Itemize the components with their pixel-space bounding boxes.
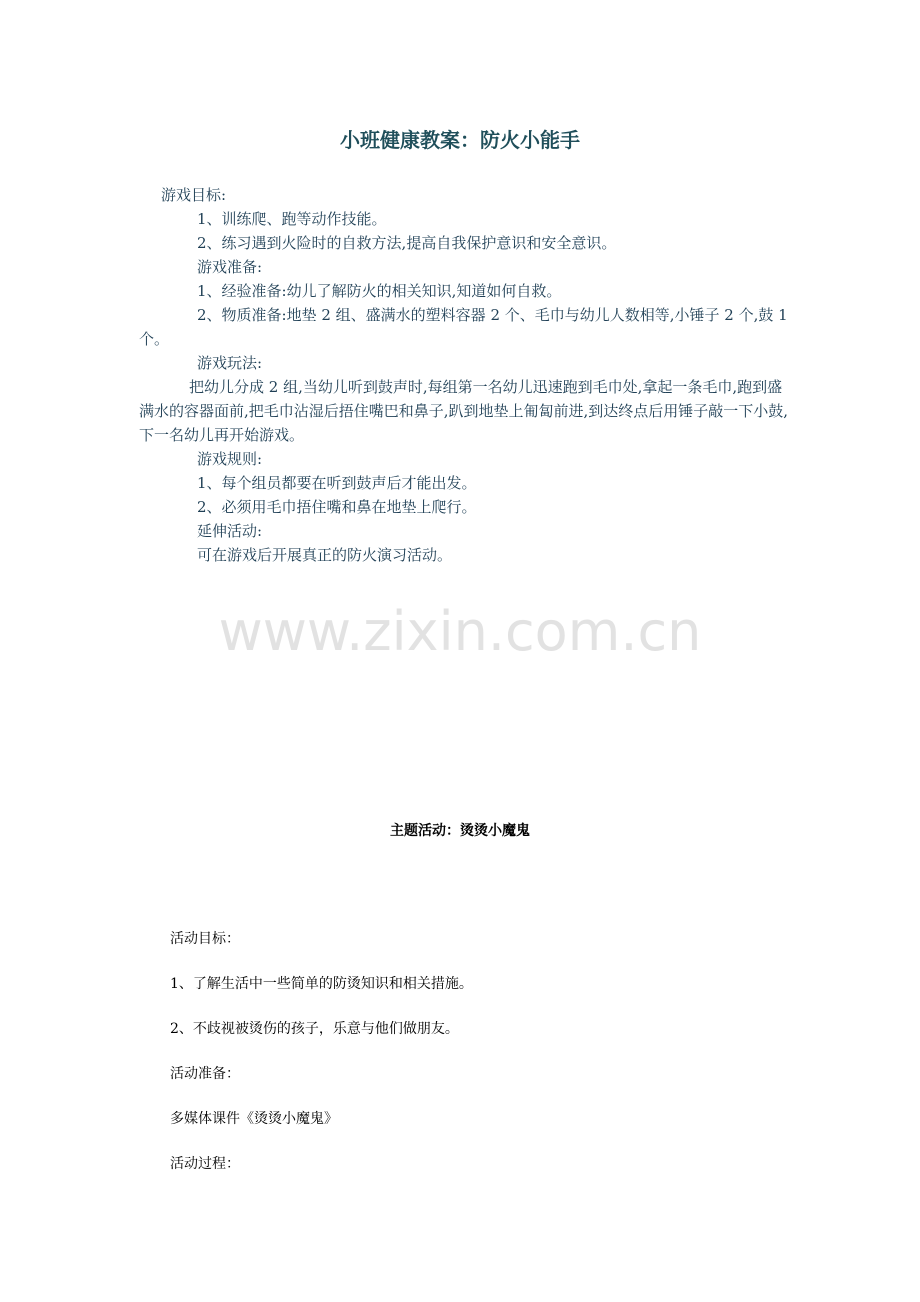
heading-game-goals: 游戏目标: bbox=[161, 186, 227, 204]
extension-item: 可在游戏后开展真正的防火演习活动。 bbox=[197, 546, 453, 564]
heading-extension-activity: 延伸活动: bbox=[197, 522, 263, 540]
activity-section bbox=[170, 929, 473, 1199]
heading-game-rules: 游戏规则: bbox=[197, 450, 263, 468]
rule-item-2: 2、必须用毛巾捂住嘴和鼻在地垫上爬行。 bbox=[197, 498, 477, 516]
lesson-plan-section bbox=[139, 183, 789, 567]
heading-game-preparation: 游戏准备: bbox=[197, 258, 263, 276]
heading-activity-process: 活动过程： bbox=[170, 1156, 240, 1172]
goal-item-1: 1、训练爬、跑等动作技能。 bbox=[197, 210, 387, 228]
watermark: www.zixin.com.cn bbox=[218, 600, 702, 663]
document-title: 小班健康教案：防火小能手 bbox=[340, 128, 580, 152]
heading-game-play: 游戏玩法: bbox=[197, 354, 263, 372]
preparation-item-1: 1、经验准备:幼儿了解防火的相关知识,知道如何自救。 bbox=[197, 282, 562, 300]
activity-preparation-item: 多媒体课件《烫烫小魔鬼》 bbox=[170, 1111, 338, 1127]
activity-goal-1: 1、了解生活中一些简单的防烫知识和相关措施。 bbox=[170, 976, 473, 992]
section-title: 主题活动：烫烫小魔鬼 bbox=[390, 823, 530, 839]
heading-activity-preparation: 活动准备： bbox=[170, 1066, 240, 1082]
game-play-paragraph: 把幼儿分成 2 组,当幼儿听到鼓声时,每组第一名幼儿迅速跑到毛巾处,拿起一条毛巾,跑到盛满水的容器面前,把毛巾沾湿后捂住嘴巴和鼻子,趴到地垫上匍匐前进,到达终点后用锤子敲一下小鼓,下一名幼儿再开始游戏。 bbox=[139, 378, 789, 444]
heading-activity-goals: 活动目标： bbox=[170, 931, 240, 947]
activity-goal-2: 2、不歧视被烫伤的孩子，乐意与他们做朋友。 bbox=[170, 1021, 459, 1037]
rule-item-1: 1、每个组员都要在听到鼓声后才能出发。 bbox=[197, 474, 477, 492]
goal-item-2: 2、练习遇到火险时的自救方法,提高自我保护意识和安全意识。 bbox=[197, 234, 617, 252]
preparation-item-2: 2、物质准备:地垫 2 组、盛满水的塑料容器 2 个、毛巾与幼儿人数相等,小锤子 2 个,鼓 1 个。 bbox=[139, 306, 788, 348]
